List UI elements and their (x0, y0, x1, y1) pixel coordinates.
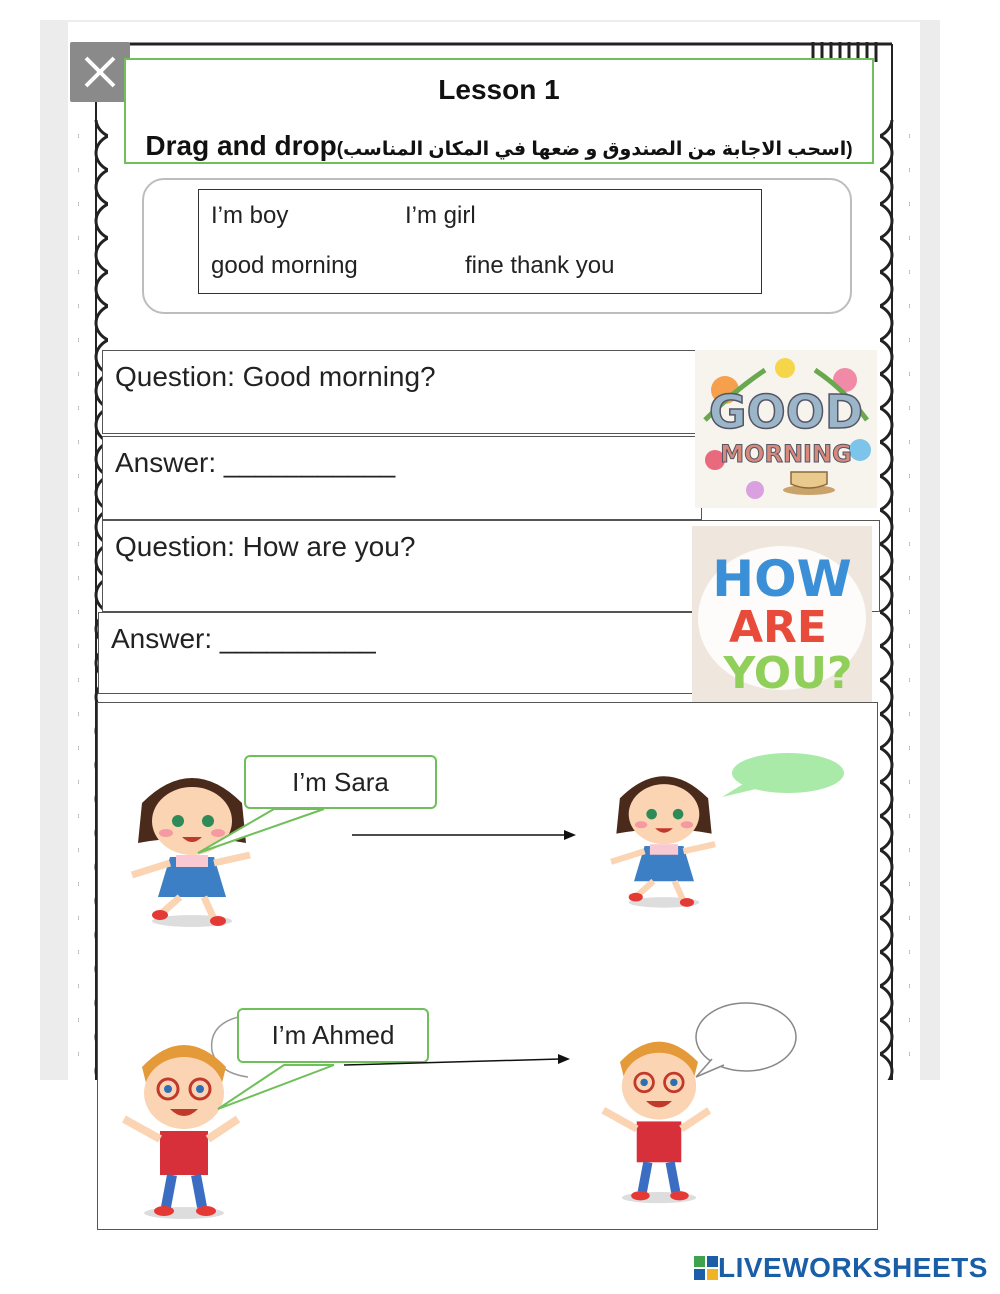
close-icon (70, 42, 130, 102)
boy-character-icon (114, 1023, 254, 1223)
how-word: HOW (712, 550, 852, 608)
word-chip-girl[interactable]: I’m girl (405, 202, 476, 229)
question-2: Question: How are you? (115, 531, 416, 562)
dialogue-scene (97, 702, 878, 1230)
how-are-you-image (692, 526, 872, 702)
header-box (124, 58, 874, 164)
sara-bubble-text: I’m Sara (292, 766, 389, 797)
you-word: YOU? (723, 648, 853, 699)
empty-speech-bubble-drop-zone[interactable] (690, 999, 800, 1083)
word-chip-fine-thank-you[interactable]: fine thank you (465, 252, 615, 279)
arrow-right-icon (352, 827, 578, 843)
green-speech-bubble-drop-zone[interactable] (708, 751, 848, 803)
word-chip-boy[interactable]: I’m boy (211, 202, 289, 229)
answer-2-drop-zone[interactable]: Answer: __________ (111, 623, 376, 654)
are-word: ARE (729, 602, 827, 653)
good-morning-image (695, 350, 877, 508)
lesson-title: Lesson 1 (438, 74, 560, 105)
instruction-arabic: (اسحب الاجابة من الصندوق و ضعها في المكان المناسب) (336, 139, 853, 160)
liveworksheets-logo-icon (694, 1256, 718, 1280)
ahmed-bubble-tail (214, 1055, 354, 1115)
arrow-right-icon (344, 1051, 572, 1071)
word-chip-good-morning[interactable]: good morning (211, 252, 358, 279)
instruction (126, 130, 872, 162)
answer-1-box[interactable] (102, 436, 702, 520)
word-bank (198, 189, 762, 294)
ahmed-bubble-text: I’m Ahmed (271, 1020, 395, 1050)
close-button[interactable] (70, 42, 130, 102)
answer-1-drop-zone[interactable]: Answer: ___________ (115, 447, 396, 478)
question-1: Question: Good morning? (115, 361, 436, 392)
answer-2-box[interactable] (98, 612, 698, 694)
liveworksheets-logo-text: LIVEWORKSHEETS (718, 1252, 988, 1283)
morning-word: MORNING (720, 440, 852, 468)
good-word: GOOD (708, 385, 864, 439)
instruction-english: Drag and drop (145, 130, 337, 161)
liveworksheets-logo (694, 1252, 988, 1284)
question-1-box (102, 350, 702, 434)
coffee-cup-icon (783, 472, 835, 495)
sara-speech-bubble (244, 755, 437, 809)
